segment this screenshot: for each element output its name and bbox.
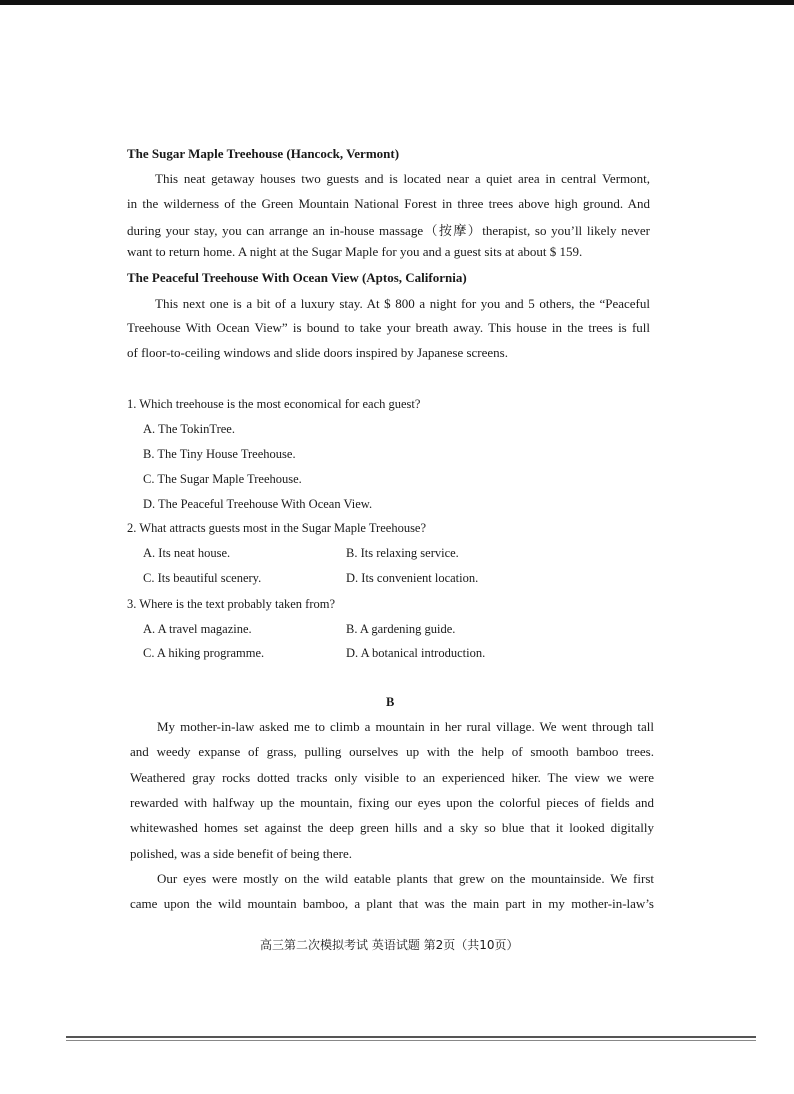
question-1-option-c: C. The Sugar Maple Treehouse. [143,472,302,486]
question-2-stem: 2. What attracts guests most in the Sugar Maple Treehouse? [127,521,427,535]
section-b-label: B [386,695,395,709]
question-3-stem: 3. Where is the text probably taken from? [127,597,336,611]
bottom-divider [66,1040,756,1041]
question-1-option-b: B. The Tiny House Treehouse. [143,447,296,461]
paragraph-line: Our eyes were mostly on the wild eatable plants that grew on the mountainside. We first [157,871,654,886]
question-3-option-b: B. A gardening guide. [346,622,456,636]
paragraph-line: This neat getaway houses two guests and is located near a quiet area in central Vermont, [155,171,650,186]
paragraph-line: Treehouse With Ocean View” is bound to take your breath away. This house in the trees is full [127,320,650,335]
paragraph-line: Weathered gray rocks dotted tracks only visible to an experienced hiker. The view we were [130,770,654,785]
paragraph-line: came upon the wild mountain bamboo, a plant that was the main part in my mother-in-law’s [130,896,654,911]
paragraph-line: want to return home. A night at the Sugar Maple for you and a guest sits at about $ 159. [127,244,583,259]
paragraph-line: polished, was a side benefit of being there. [130,846,353,861]
question-3-option-d: D. A botanical introduction. [346,646,486,660]
paragraph-line: My mother-in-law asked me to climb a mountain in her rural village. We went through tall [157,719,654,734]
question-1-option-a: A. The TokinTree. [143,422,235,436]
question-1-option-d: D. The Peaceful Treehouse With Ocean View. [143,497,373,511]
question-2-option-d: D. Its convenient location. [346,571,479,585]
heading-sugar-maple: The Sugar Maple Treehouse (Hancock, Vermont) [127,146,400,161]
paragraph-line: in the wilderness of the Green Mountain National Forest in three trees above high ground. And [127,196,650,211]
paragraph-line: of floor-to-ceiling windows and slide doors inspired by Japanese screens. [127,345,508,360]
question-2-option-a: A. Its neat house. [143,546,231,560]
heading-peaceful-treehouse: The Peaceful Treehouse With Ocean View (Aptos, California) [127,270,467,285]
question-1-stem: 1. Which treehouse is the most economical for each guest? [127,397,421,411]
question-3-option-a: A. A travel magazine. [143,622,252,636]
question-3-option-c: C. A hiking programme. [143,646,265,660]
paragraph-line: and weedy expanse of grass, pulling ourselves up with the help of smooth bamboo trees. [130,744,654,759]
page-footer: 高三第二次模拟考试 英语试题 第2页（共10页） [260,938,519,952]
question-2-option-b: B. Its relaxing service. [346,546,459,560]
paragraph-line: whitewashed homes set against the deep green hills and a sky so blue that it looked digitally [130,820,654,835]
paragraph-line: This next one is a bit of a luxury stay. At $ 800 a night for you and 5 others, the “Peaceful [155,296,650,311]
question-2-option-c: C. Its beautiful scenery. [143,571,262,585]
paragraph-line: rewarded with halfway up the mountain, fixing our eyes upon the colorful pieces of fields and [130,795,654,810]
bottom-divider [66,1036,756,1038]
paragraph-line: during your stay, you can arrange an in-house massage（按摩）therapist, so you’ll likely never [127,223,650,238]
scan-top-edge [0,0,794,5]
